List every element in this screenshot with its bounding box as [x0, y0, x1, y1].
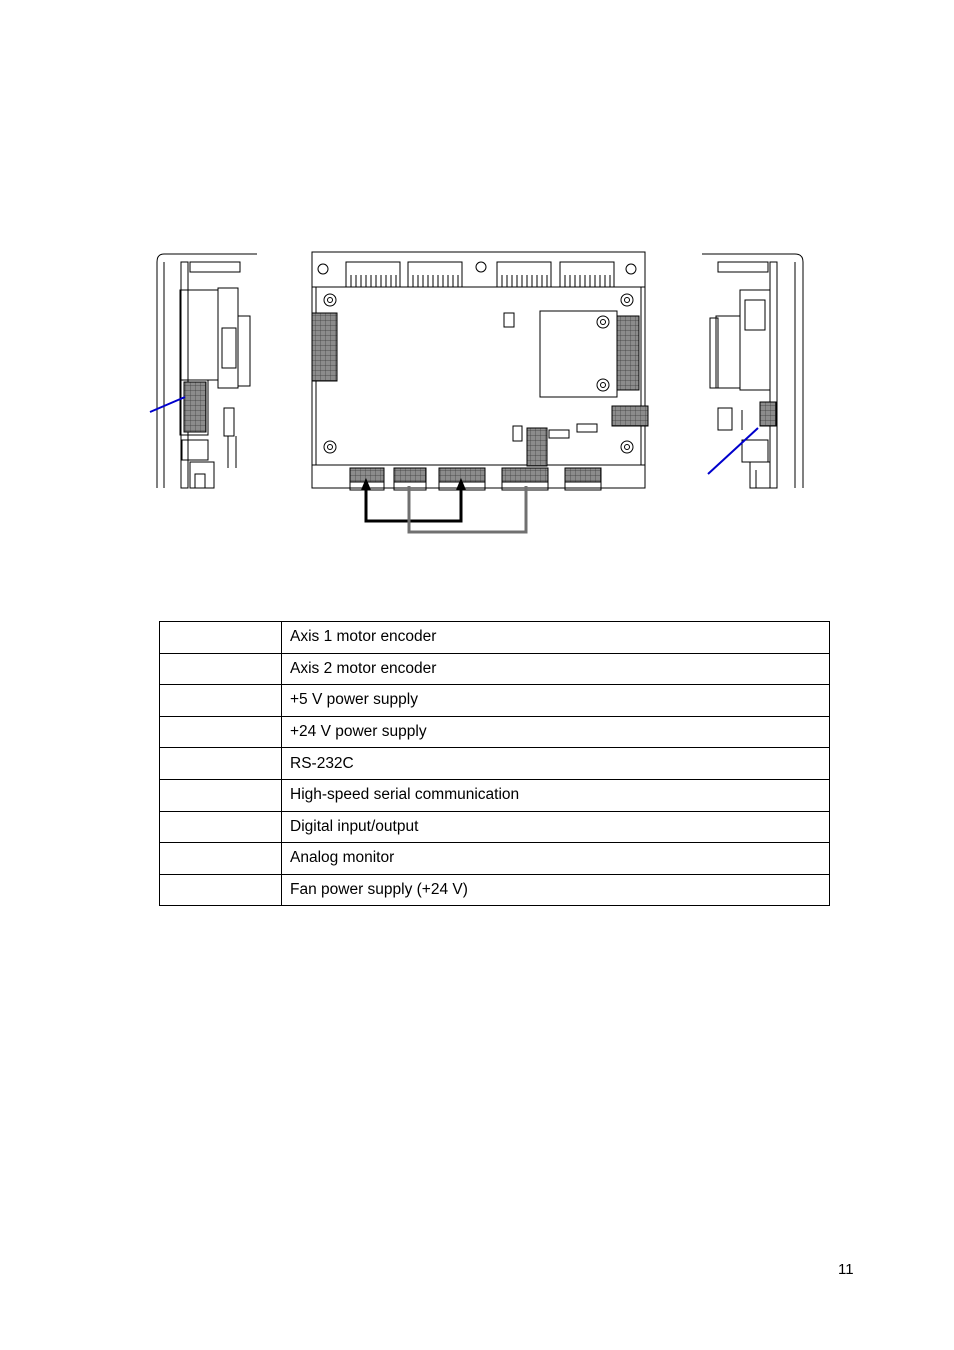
table-row	[160, 748, 830, 780]
connector-description: Axis 2 motor encoder	[282, 653, 830, 685]
connector-code	[160, 653, 282, 685]
center-connector	[527, 428, 547, 466]
connector-description: +24 V power supply	[282, 716, 830, 748]
left-edge-connector	[312, 313, 337, 381]
connector-code	[160, 779, 282, 811]
right-side-connector	[612, 406, 648, 426]
table-row	[160, 874, 830, 906]
connector-description: Analog monitor	[282, 843, 830, 875]
left-side-view	[157, 254, 257, 488]
table-row	[160, 811, 830, 843]
board-connector-diagram	[0, 0, 954, 560]
connector-description: High-speed serial communication	[282, 779, 830, 811]
table-row	[160, 685, 830, 717]
left-connector	[184, 382, 206, 432]
connector-description: +5 V power supply	[282, 685, 830, 717]
right-side-view	[702, 254, 803, 488]
right-edge-connector	[617, 316, 639, 390]
cable-gray	[409, 486, 526, 532]
connector-code	[160, 874, 282, 906]
bottom-connector-4	[502, 468, 548, 482]
connector-code	[160, 748, 282, 780]
connector-description: Fan power supply (+24 V)	[282, 874, 830, 906]
table-row	[160, 779, 830, 811]
table-row	[160, 653, 830, 685]
main-board	[312, 252, 645, 490]
table-row	[160, 716, 830, 748]
connector-code	[160, 716, 282, 748]
right-connector	[760, 402, 776, 426]
bottom-connector-1	[350, 468, 384, 482]
cable-black	[366, 486, 461, 521]
connector-code	[160, 622, 282, 654]
connector-description: Axis 1 motor encoder	[282, 622, 830, 654]
bottom-connector-3	[439, 468, 485, 482]
table-row	[160, 843, 830, 875]
connector-description: Digital input/output	[282, 811, 830, 843]
bottom-connector-5	[565, 468, 601, 482]
table-row	[160, 622, 830, 654]
page-number: 11	[838, 1261, 854, 1278]
connector-code	[160, 843, 282, 875]
connector-description: RS-232C	[282, 748, 830, 780]
bottom-connector-2	[394, 468, 426, 482]
connector-code	[160, 685, 282, 717]
connector-code	[160, 811, 282, 843]
connector-table	[159, 621, 830, 906]
